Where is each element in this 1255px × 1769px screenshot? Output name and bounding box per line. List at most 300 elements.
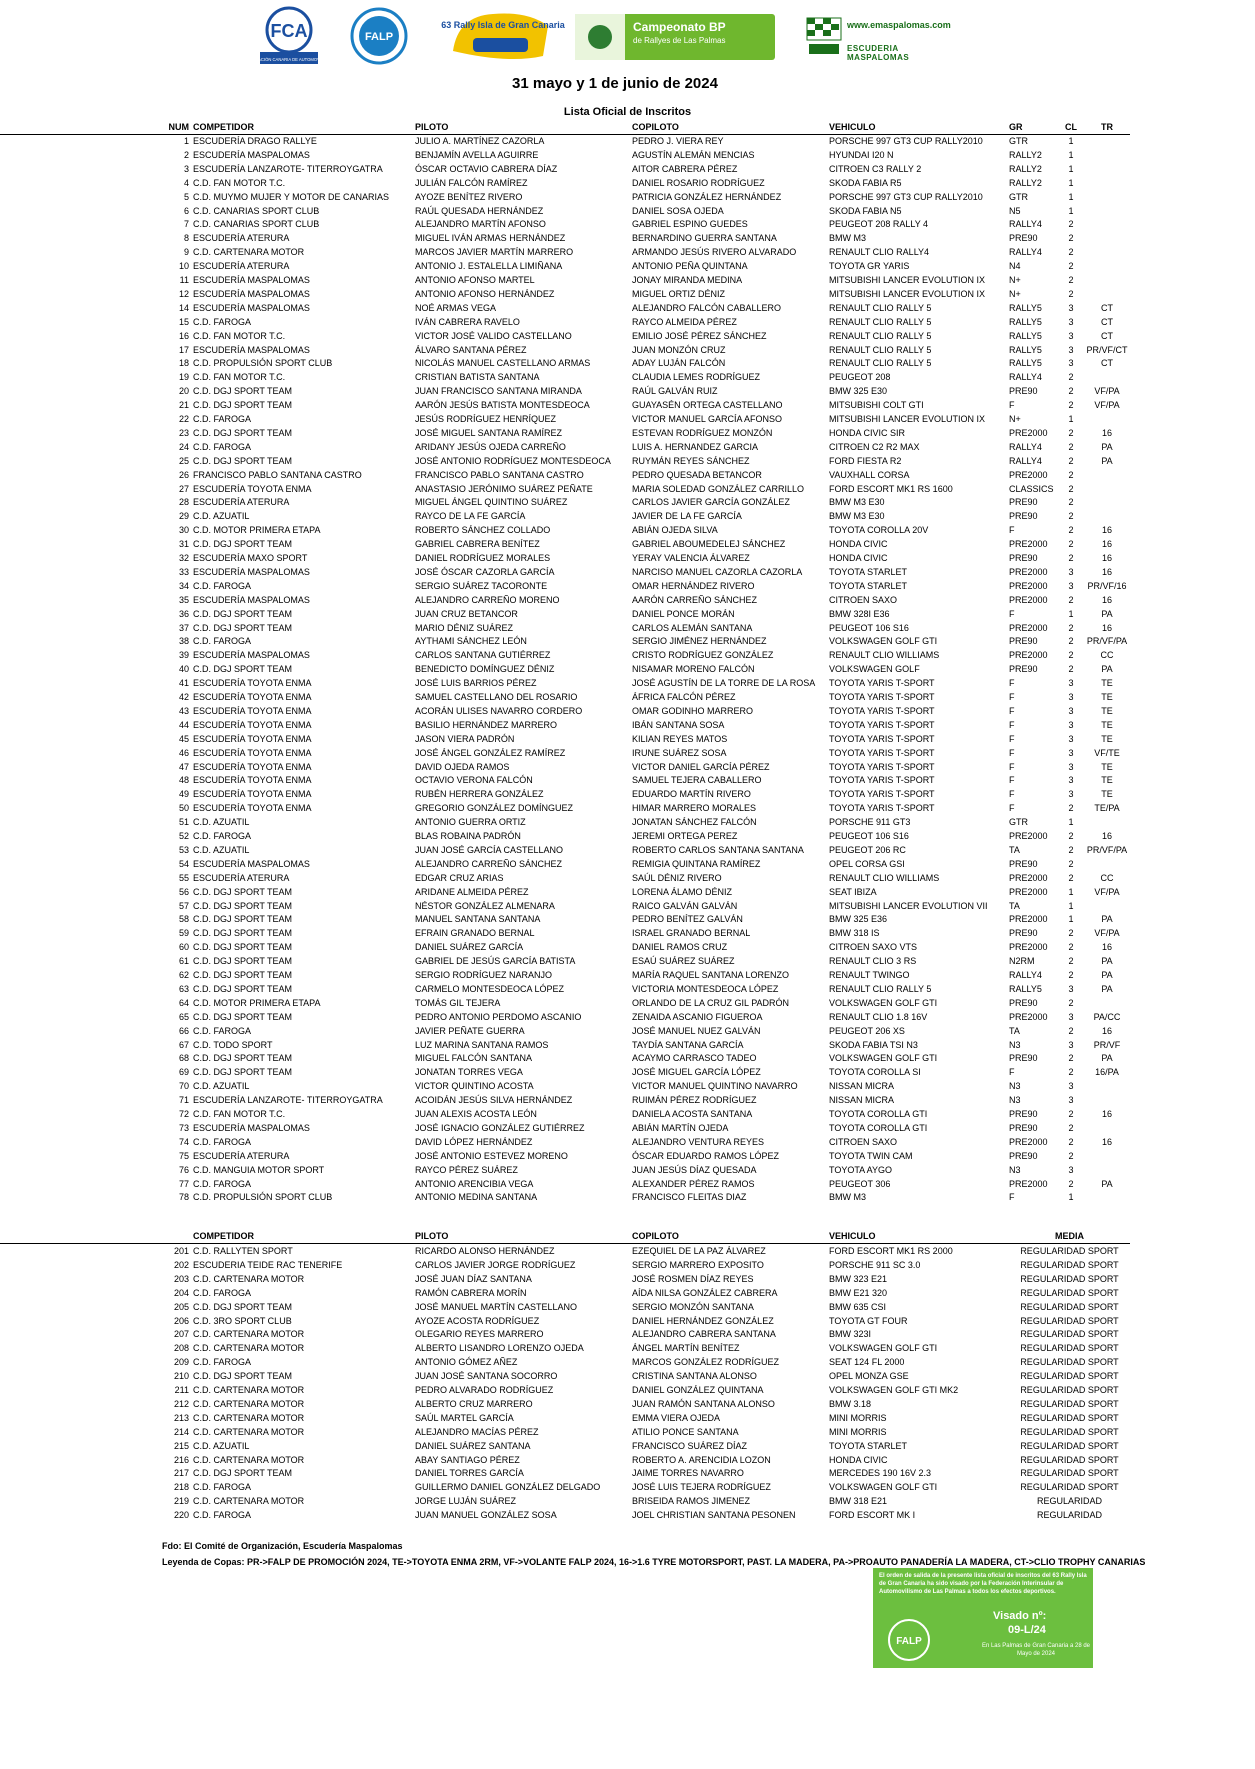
table-row bbox=[0, 899, 1130, 913]
cell-gr: N2RM bbox=[1009, 956, 1035, 967]
cell-cl: 2 bbox=[1068, 1150, 1074, 1161]
cell-copiloto: DANIEL SOSA OJEDA bbox=[632, 205, 724, 216]
cell-cl: 3 bbox=[1068, 1011, 1074, 1022]
table-row bbox=[0, 1480, 1130, 1494]
cell-vehiculo: CITROEN C2 R2 MAX bbox=[829, 441, 920, 452]
table-row bbox=[0, 1093, 1130, 1107]
table-row bbox=[0, 579, 1130, 593]
cell-copiloto: ISRAEL GRANADO BERNAL bbox=[632, 928, 751, 939]
cell-num: 202 bbox=[173, 1259, 189, 1270]
col-piloto: PILOTO bbox=[415, 122, 449, 132]
cell-vehiculo: BMW 635 CSI bbox=[829, 1301, 887, 1312]
cell-competidor: C.D. MOTOR PRIMERA ETAPA bbox=[193, 997, 321, 1008]
cell-copiloto: AGUSTÍN ALEMÁN MENCIAS bbox=[632, 149, 755, 160]
table-row bbox=[0, 1425, 1130, 1439]
cell-piloto: SAMUEL CASTELLANO DEL ROSARIO bbox=[415, 692, 578, 702]
cell-cl: 1 bbox=[1068, 205, 1074, 216]
cell-vehiculo: MERCEDES 190 16V 2.3 bbox=[829, 1468, 932, 1479]
table-row bbox=[0, 1411, 1130, 1425]
cell-cl: 3 bbox=[1068, 1081, 1074, 1092]
cell-piloto: ANTONIO ARENCIBIA VEGA bbox=[415, 1178, 534, 1189]
table-row bbox=[0, 1010, 1130, 1024]
cell-piloto: GABRIEL CABRERA BENÍTEZ bbox=[415, 539, 540, 550]
cell-num: 28 bbox=[178, 497, 189, 508]
cell-competidor: C.D. CARTENARA MOTOR bbox=[193, 1496, 305, 1507]
cell-gr: PRE90 bbox=[1009, 1053, 1038, 1064]
cell-copiloto: JEREMI ORTEGA PEREZ bbox=[632, 831, 738, 841]
cell-competidor: ESCUDERÍA LANZAROTE- TITERROYGATRA bbox=[193, 163, 383, 174]
cell-copiloto: RAÚL GALVÁN RUIZ bbox=[632, 386, 718, 397]
cell-gr: RALLY4 bbox=[1009, 372, 1042, 383]
cell-vehiculo: TOYOTA YARIS T-SPORT bbox=[829, 705, 935, 716]
table-row bbox=[0, 551, 1130, 565]
table-row bbox=[0, 412, 1130, 426]
cell-media: REGULARIDAD SPORT bbox=[1020, 1329, 1119, 1340]
cell-piloto: ALBERTO LISANDRO LORENZO OJEDA bbox=[415, 1343, 584, 1354]
col-copiloto: COPILOTO bbox=[632, 122, 679, 132]
cell-competidor: C.D. FAROGA bbox=[193, 1482, 252, 1493]
table-row bbox=[0, 134, 1130, 148]
cell-gr: PRE90 bbox=[1009, 553, 1038, 563]
cell-cl: 3 bbox=[1068, 761, 1074, 772]
cell-piloto: GUILLERMO DANIEL GONZÁLEZ DELGADO bbox=[415, 1482, 601, 1493]
cell-copiloto: ESAÚ SUÁREZ SUÁREZ bbox=[632, 956, 735, 967]
cell-tr: TE bbox=[1101, 761, 1113, 772]
table-row bbox=[0, 231, 1130, 245]
svg-text:FEDERACIÓN CANARIA DE AUTOMOVI: FEDERACIÓN CANARIA DE AUTOMOVILISMO bbox=[243, 57, 335, 62]
cell-gr: RALLY2 bbox=[1009, 163, 1042, 174]
cell-num: 24 bbox=[178, 441, 189, 452]
cell-copiloto: OMAR GODINHO MARRERO bbox=[632, 705, 754, 716]
cell-piloto: TOMÁS GIL TEJERA bbox=[415, 997, 501, 1008]
cell-cl: 3 bbox=[1068, 1164, 1074, 1175]
cell-tr: CT bbox=[1101, 316, 1113, 327]
table-row bbox=[0, 523, 1130, 537]
cell-competidor: C.D. DGJ SPORT TEAM bbox=[193, 622, 293, 633]
cell-vehiculo: TOYOTA GT FOUR bbox=[829, 1315, 908, 1326]
cell-competidor: C.D. CARTENARA MOTOR bbox=[193, 1273, 305, 1284]
cell-copiloto: GUAYASÉN ORTEGA CASTELLANO bbox=[632, 400, 783, 411]
cell-competidor: C.D. DGJ SPORT TEAM bbox=[193, 1468, 293, 1479]
cell-num: 43 bbox=[178, 705, 189, 716]
cell-copiloto: DANIEL HERNÁNDEZ GONZÁLEZ bbox=[632, 1315, 774, 1326]
cell-gr: PRE2000 bbox=[1009, 622, 1048, 633]
cell-copiloto: AITOR CABRERA PÉREZ bbox=[632, 163, 738, 174]
cell-competidor: ESCUDERIA TEIDE RAC TENERIFE bbox=[193, 1259, 343, 1270]
cell-vehiculo: TOYOTA STARLET bbox=[829, 566, 908, 577]
cell-tr: VF/PA bbox=[1094, 928, 1120, 939]
cell-tr: PA bbox=[1101, 455, 1113, 466]
cell-gr: F bbox=[1009, 1067, 1015, 1078]
cell-gr: PRE90 bbox=[1009, 664, 1038, 675]
cell-piloto: JORGE LUJÁN SUÁREZ bbox=[415, 1496, 517, 1507]
cell-piloto: JOSÉ ÁNGEL GONZÁLEZ RAMÍREZ bbox=[415, 747, 566, 758]
cell-gr: RALLY5 bbox=[1009, 316, 1042, 327]
cell-competidor: ESCUDERÍA LANZAROTE- TITERROYGATRA bbox=[193, 1095, 383, 1106]
cell-num: 21 bbox=[178, 400, 189, 411]
cell-cl: 1 bbox=[1068, 149, 1074, 160]
cell-vehiculo: VOLKSWAGEN GOLF GTI bbox=[829, 997, 938, 1008]
cell-copiloto: PEDRO J. VIERA REY bbox=[632, 136, 724, 146]
cell-num: 30 bbox=[178, 525, 189, 536]
cell-num: 27 bbox=[178, 483, 189, 494]
cell-copiloto: RUYMÁN REYES SÁNCHEZ bbox=[632, 455, 750, 466]
cell-copiloto: SERGIO JIMÉNEZ HERNÁNDEZ bbox=[632, 636, 767, 647]
cell-num: 205 bbox=[173, 1301, 189, 1312]
cell-cl: 2 bbox=[1068, 997, 1074, 1008]
table-row bbox=[0, 1258, 1130, 1272]
cell-vehiculo: PEUGEOT 208 RALLY 4 bbox=[829, 219, 929, 230]
cell-media: REGULARIDAD SPORT bbox=[1020, 1301, 1119, 1312]
cell-cl: 2 bbox=[1068, 455, 1074, 466]
cell-tr: 16 bbox=[1101, 1109, 1112, 1119]
cell-competidor: FRANCISCO PABLO SANTANA CASTRO bbox=[193, 469, 362, 480]
cell-num: 19 bbox=[178, 372, 189, 383]
cell-num: 22 bbox=[178, 414, 189, 424]
cell-piloto: OCTAVIO VERONA FALCÓN bbox=[415, 775, 533, 786]
cell-gr: F bbox=[1009, 525, 1015, 536]
cell-copiloto: ABIÁN OJEDA SILVA bbox=[632, 525, 718, 536]
cell-num: 36 bbox=[178, 608, 189, 619]
table-row bbox=[0, 1439, 1130, 1453]
cell-piloto: JUAN FRANCISCO SANTANA MIRANDA bbox=[415, 386, 582, 397]
document-title: Lista Oficial de Inscritos bbox=[563, 106, 692, 118]
cell-num: 217 bbox=[173, 1468, 189, 1479]
col-media: MEDIA bbox=[1055, 1231, 1084, 1241]
cell-tr: PA/CC bbox=[1093, 1011, 1121, 1022]
visado-number: 09-L/24 bbox=[1008, 1624, 1046, 1636]
cell-vehiculo: FORD ESCORT MK1 RS 2000 bbox=[829, 1246, 953, 1256]
cell-num: 16 bbox=[178, 330, 189, 341]
cell-competidor: ESCUDERÍA ATERURA bbox=[193, 261, 290, 272]
cell-piloto: CRISTIAN BATISTA SANTANA bbox=[415, 372, 540, 383]
cell-competidor: C.D. FAROGA bbox=[193, 580, 252, 591]
col-competidor: COMPETIDOR bbox=[193, 122, 255, 132]
cell-piloto: JESÚS RODRÍGUEZ HENRÍQUEZ bbox=[415, 414, 557, 424]
cell-gr: F bbox=[1009, 789, 1015, 800]
cell-piloto: PEDRO ANTONIO PERDOMO ASCANIO bbox=[415, 1011, 582, 1022]
cell-competidor: C.D. DGJ SPORT TEAM bbox=[193, 1067, 293, 1078]
cell-copiloto: RAYCO ALMEIDA PÉREZ bbox=[632, 316, 737, 327]
cell-copiloto: DANIELA ACOSTA SANTANA bbox=[632, 1109, 753, 1119]
cell-cl: 2 bbox=[1068, 844, 1074, 855]
col-copiloto: COPILOTO bbox=[632, 1231, 679, 1241]
cell-num: 208 bbox=[173, 1343, 189, 1354]
cell-tr: 16 bbox=[1101, 427, 1112, 438]
table-row bbox=[0, 676, 1130, 690]
cell-copiloto: NARCISO MANUEL CAZORLA CAZORLA bbox=[632, 566, 803, 577]
cell-num: 17 bbox=[178, 344, 189, 355]
cell-copiloto: RAICO GALVÁN GALVÁN bbox=[632, 900, 738, 911]
cell-gr: F bbox=[1009, 608, 1015, 619]
cell-gr: RALLY4 bbox=[1009, 970, 1042, 980]
cell-copiloto: JUAN RAMÓN SANTANA ALONSO bbox=[632, 1398, 775, 1409]
cell-vehiculo: MITSUBISHI LANCER EVOLUTION IX bbox=[829, 275, 986, 285]
cell-vehiculo: SKODA FABIA TSI N3 bbox=[829, 1039, 918, 1050]
cell-piloto: JULIO A. MARTÍNEZ CAZORLA bbox=[415, 136, 545, 146]
cell-num: 76 bbox=[178, 1164, 189, 1175]
cell-gr: F bbox=[1009, 705, 1015, 716]
cell-piloto: AARÓN JESÚS BATISTA MONTESDEOCA bbox=[415, 400, 590, 411]
col-gr: GR bbox=[1009, 122, 1023, 132]
cell-competidor: C.D. MUYMO MUJER Y MOTOR DE CANARIAS bbox=[193, 191, 390, 202]
svg-text:FALP: FALP bbox=[896, 1636, 922, 1647]
table-row bbox=[0, 426, 1130, 440]
cell-cl: 1 bbox=[1068, 136, 1074, 146]
cell-competidor: C.D. DGJ SPORT TEAM bbox=[193, 886, 293, 897]
cell-competidor: C.D. FAROGA bbox=[193, 414, 252, 424]
cell-cl: 1 bbox=[1068, 608, 1074, 619]
cell-vehiculo: RENAULT CLIO RALLY 5 bbox=[829, 302, 932, 313]
cell-cl: 2 bbox=[1068, 511, 1074, 522]
cell-copiloto: ÓSCAR EDUARDO RAMOS LÓPEZ bbox=[632, 1150, 780, 1161]
cell-num: 7 bbox=[183, 219, 189, 230]
cell-vehiculo: FORD FIESTA R2 bbox=[829, 455, 902, 466]
cell-cl: 2 bbox=[1068, 928, 1074, 939]
cell-competidor: C.D. DGJ SPORT TEAM bbox=[193, 1011, 293, 1022]
cell-cl: 1 bbox=[1068, 914, 1074, 925]
cell-tr: PR/VF bbox=[1093, 1039, 1121, 1050]
cell-vehiculo: TOYOTA COROLLA GTI bbox=[829, 1109, 928, 1119]
col-competidor: COMPETIDOR bbox=[193, 1231, 255, 1241]
cell-piloto: JAVIER PEÑATE GUERRA bbox=[415, 1025, 525, 1036]
cell-vehiculo: BMW M3 E30 bbox=[829, 497, 885, 508]
fca-logo-icon bbox=[243, 6, 335, 66]
cell-vehiculo: PEUGEOT 206 XS bbox=[829, 1025, 905, 1036]
cell-cl: 2 bbox=[1068, 650, 1074, 661]
cell-tr: PA bbox=[1101, 441, 1113, 452]
cell-piloto: ALEJANDRO MARTÍN AFONSO bbox=[415, 219, 546, 230]
cell-media: REGULARIDAD SPORT bbox=[1020, 1371, 1119, 1382]
cell-competidor: C.D. FAN MOTOR T.C. bbox=[193, 330, 286, 341]
cell-gr: GTR bbox=[1009, 191, 1028, 202]
cell-vehiculo: RENAULT CLIO 3 RS bbox=[829, 956, 917, 967]
cell-competidor: C.D. FAROGA bbox=[193, 1136, 252, 1147]
cell-vehiculo: PEUGEOT 106 S16 bbox=[829, 622, 909, 633]
cell-cl: 2 bbox=[1068, 427, 1074, 438]
cell-vehiculo: RENAULT CLIO RALLY 5 bbox=[829, 358, 932, 369]
cell-copiloto: JAVIER DE LA FE GARCÍA bbox=[632, 511, 742, 522]
cell-num: 48 bbox=[178, 775, 189, 786]
table-row bbox=[0, 843, 1130, 857]
cell-cl: 2 bbox=[1068, 275, 1074, 285]
cell-copiloto: ESTEVAN RODRÍGUEZ MONZÓN bbox=[632, 427, 773, 438]
cell-competidor: ESCUDERÍA MAXO SPORT bbox=[193, 553, 308, 563]
cell-vehiculo: TOYOTA YARIS T-SPORT bbox=[829, 747, 935, 758]
cell-vehiculo: MINI MORRIS bbox=[829, 1412, 887, 1423]
cell-vehiculo: CITROEN SAXO bbox=[829, 1136, 898, 1147]
cell-vehiculo: CITROEN SAXO VTS bbox=[829, 942, 918, 953]
cell-competidor: ESCUDERÍA ATERURA bbox=[193, 497, 290, 508]
cell-cl: 1 bbox=[1068, 414, 1074, 424]
cell-vehiculo: RENAULT CLIO 1.8 16V bbox=[829, 1011, 928, 1022]
table-row bbox=[0, 495, 1130, 509]
cell-gr: PRE2000 bbox=[1009, 1136, 1048, 1147]
cell-competidor: C.D. DGJ SPORT TEAM bbox=[193, 455, 293, 466]
table-row bbox=[0, 607, 1130, 621]
cell-copiloto: DANIEL GONZÁLEZ QUINTANA bbox=[632, 1385, 764, 1395]
cell-competidor: C.D. DGJ SPORT TEAM bbox=[193, 983, 293, 994]
cell-copiloto: LUIS A. HERNANDEZ GARCIA bbox=[632, 441, 759, 452]
cell-vehiculo: PORSCHE 997 GT3 CUP RALLY2010 bbox=[829, 136, 983, 146]
cell-num: 45 bbox=[178, 733, 189, 744]
cell-tr: 16 bbox=[1101, 831, 1112, 841]
col-num: NUM bbox=[168, 122, 189, 132]
cell-gr: PRE2000 bbox=[1009, 469, 1048, 480]
cell-cl: 3 bbox=[1068, 678, 1074, 689]
cell-vehiculo: RENAULT CLIO WILLIAMS bbox=[829, 650, 940, 661]
cell-piloto: MANUEL SANTANA SANTANA bbox=[415, 914, 541, 925]
cell-num: 42 bbox=[178, 692, 189, 702]
cell-gr: N5 bbox=[1009, 205, 1021, 216]
table-row bbox=[0, 940, 1130, 954]
table-row bbox=[0, 1314, 1130, 1328]
cell-competidor: C.D. DGJ SPORT TEAM bbox=[193, 942, 293, 953]
cell-competidor: ESCUDERÍA ATERURA bbox=[193, 872, 290, 883]
cell-piloto: ARIDANY JESÚS OJEDA CARREÑO bbox=[415, 441, 566, 452]
table-row bbox=[0, 926, 1130, 940]
cell-num: 77 bbox=[178, 1178, 189, 1189]
falp-logo-icon bbox=[348, 6, 410, 66]
header-logos bbox=[0, 6, 1130, 70]
cell-num: 66 bbox=[178, 1025, 189, 1036]
cell-cl: 2 bbox=[1068, 261, 1074, 272]
cell-competidor: C.D. PROPULSIÓN SPORT CLUB bbox=[193, 1192, 333, 1203]
cell-piloto: RICARDO ALONSO HERNÁNDEZ bbox=[415, 1246, 555, 1256]
cell-copiloto: ABIÁN MARTÍN OJEDA bbox=[632, 1122, 729, 1133]
cell-piloto: NICOLÁS MANUEL CASTELLANO ARMAS bbox=[415, 358, 591, 369]
cell-gr: PRE90 bbox=[1009, 497, 1038, 508]
table-row bbox=[0, 398, 1130, 412]
cell-tr: PR/VF/PA bbox=[1086, 636, 1128, 647]
rally-island-logo-icon bbox=[441, 6, 565, 66]
cell-piloto: EFRAIN GRANADO BERNAL bbox=[415, 928, 535, 939]
table-row bbox=[0, 509, 1130, 523]
cell-competidor: C.D. FAN MOTOR T.C. bbox=[193, 372, 286, 383]
cell-copiloto: PATRICIA GONZÁLEZ HERNÁNDEZ bbox=[632, 191, 782, 202]
cell-num: 75 bbox=[178, 1150, 189, 1161]
cell-competidor: C.D. CARTENARA MOTOR bbox=[193, 1454, 305, 1465]
cell-cl: 3 bbox=[1068, 358, 1074, 369]
table-row bbox=[0, 1163, 1130, 1177]
cell-copiloto: CRISTINA SANTANA ALONSO bbox=[632, 1371, 757, 1382]
cell-vehiculo: SKODA FABIA R5 bbox=[829, 177, 902, 188]
cell-vehiculo: PORSCHE 911 SC 3.0 bbox=[829, 1259, 921, 1270]
cell-copiloto: IBÁN SANTANA SOSA bbox=[632, 719, 725, 730]
table-row bbox=[0, 1300, 1130, 1314]
cell-competidor: ESCUDERÍA MASPALOMAS bbox=[193, 858, 310, 869]
cell-cl: 3 bbox=[1068, 789, 1074, 800]
cell-competidor: C.D. DGJ SPORT TEAM bbox=[193, 1053, 293, 1064]
cell-copiloto: DANIEL RAMOS CRUZ bbox=[632, 942, 728, 953]
cell-piloto: JUAN JOSÉ GARCÍA CASTELLANO bbox=[415, 844, 564, 855]
bp-subtitle: de Rallyes de Las Palmas bbox=[633, 36, 726, 45]
cell-copiloto: EDUARDO MARTÍN RIVERO bbox=[632, 789, 751, 800]
table-row bbox=[0, 343, 1130, 357]
cell-piloto: SERGIO SUÁREZ TACORONTE bbox=[415, 580, 548, 591]
cell-cl: 3 bbox=[1068, 719, 1074, 730]
cell-gr: CLASSICS bbox=[1009, 483, 1054, 494]
cell-piloto: OLEGARIO REYES MARRERO bbox=[415, 1329, 544, 1340]
cell-vehiculo: BMW 318 IS bbox=[829, 928, 880, 939]
cell-piloto: ALEJANDRO CARREÑO SÁNCHEZ bbox=[415, 858, 563, 869]
cell-competidor: C.D. FAN MOTOR T.C. bbox=[193, 177, 286, 188]
cell-vehiculo: VOLKSWAGEN GOLF GTI MK2 bbox=[829, 1385, 959, 1395]
cell-piloto: DAVID LÓPEZ HERNÁNDEZ bbox=[415, 1136, 533, 1147]
cell-piloto: JASON VIERA PADRÓN bbox=[415, 733, 515, 744]
cell-piloto: JULIÁN FALCÓN RAMÍREZ bbox=[415, 177, 528, 188]
cell-copiloto: CARLOS ALEMÁN SANTANA bbox=[632, 622, 753, 633]
cell-num: 56 bbox=[178, 886, 189, 897]
cell-competidor: C.D. AZUATIL bbox=[193, 1440, 250, 1451]
cell-competidor: C.D. CARTENARA MOTOR bbox=[193, 1398, 305, 1409]
cell-num: 61 bbox=[178, 956, 189, 967]
cell-num: 8 bbox=[183, 233, 189, 244]
cell-competidor: C.D. FAROGA bbox=[193, 441, 252, 452]
table-row bbox=[0, 315, 1130, 329]
cell-vehiculo: MITSUBISHI LANCER EVOLUTION VII bbox=[829, 900, 988, 911]
table-row bbox=[0, 746, 1130, 760]
cell-copiloto: LORENA ÁLAMO DÉNIZ bbox=[632, 886, 733, 897]
cell-num: 70 bbox=[178, 1081, 189, 1092]
cell-cl: 1 bbox=[1068, 900, 1074, 911]
cell-cl: 2 bbox=[1068, 594, 1074, 605]
cell-gr: F bbox=[1009, 678, 1015, 689]
cell-copiloto: TAYDÍA SANTANA GARCÍA bbox=[632, 1039, 744, 1050]
cell-competidor: ESCUDERÍA MASPALOMAS bbox=[193, 149, 310, 160]
table-row bbox=[0, 1135, 1130, 1149]
cell-copiloto: JONAY MIRANDA MEDINA bbox=[632, 275, 743, 285]
cell-num: 203 bbox=[173, 1273, 189, 1284]
cell-vehiculo: RENAULT TWINGO bbox=[829, 970, 910, 980]
cell-gr: RALLY2 bbox=[1009, 149, 1042, 160]
table-row bbox=[0, 190, 1130, 204]
cell-competidor: C.D. CARTENARA MOTOR bbox=[193, 1426, 305, 1437]
cell-competidor: C.D. CARTENARA MOTOR bbox=[193, 247, 305, 258]
cell-tr: PA bbox=[1101, 970, 1113, 980]
cell-cl: 2 bbox=[1068, 858, 1074, 869]
cell-vehiculo: VAUXHALL CORSA bbox=[829, 469, 910, 480]
table-row bbox=[0, 384, 1130, 398]
cell-tr: PR/VF/PA bbox=[1086, 844, 1128, 855]
cell-piloto: ANTONIO GÓMEZ AÑEZ bbox=[415, 1357, 518, 1368]
cell-vehiculo: RENAULT CLIO RALLY 5 bbox=[829, 344, 932, 355]
cell-competidor: ESCUDERÍA TOYOTA ENMA bbox=[193, 761, 312, 772]
table-row bbox=[0, 440, 1130, 454]
cell-vehiculo: OPEL MONZA GSE bbox=[829, 1371, 909, 1382]
table-row bbox=[0, 801, 1130, 815]
cell-competidor: ESCUDERÍA DRAGO RALLYE bbox=[193, 136, 317, 146]
cell-gr: F bbox=[1009, 400, 1015, 411]
table-row bbox=[0, 829, 1130, 843]
cell-gr: PRE2000 bbox=[1009, 831, 1048, 841]
cell-num: 37 bbox=[178, 622, 189, 633]
cell-cl: 2 bbox=[1068, 872, 1074, 883]
cell-tr: PA bbox=[1101, 664, 1113, 675]
cell-num: 215 bbox=[173, 1440, 189, 1451]
table-row bbox=[0, 565, 1130, 579]
cell-cl: 2 bbox=[1068, 622, 1074, 633]
table-row bbox=[0, 982, 1130, 996]
cell-gr: N+ bbox=[1009, 414, 1021, 424]
cell-vehiculo: TOYOTA YARIS T-SPORT bbox=[829, 678, 935, 689]
cell-media: REGULARIDAD SPORT bbox=[1020, 1273, 1119, 1284]
cell-vehiculo: PEUGEOT 206 RC bbox=[829, 844, 906, 855]
table-row bbox=[0, 1051, 1130, 1065]
cell-vehiculo: TOYOTA YARIS T-SPORT bbox=[829, 719, 935, 730]
table-row bbox=[0, 1272, 1130, 1286]
cell-copiloto: RUIMÁN PÉREZ RODRÍGUEZ bbox=[632, 1095, 757, 1106]
